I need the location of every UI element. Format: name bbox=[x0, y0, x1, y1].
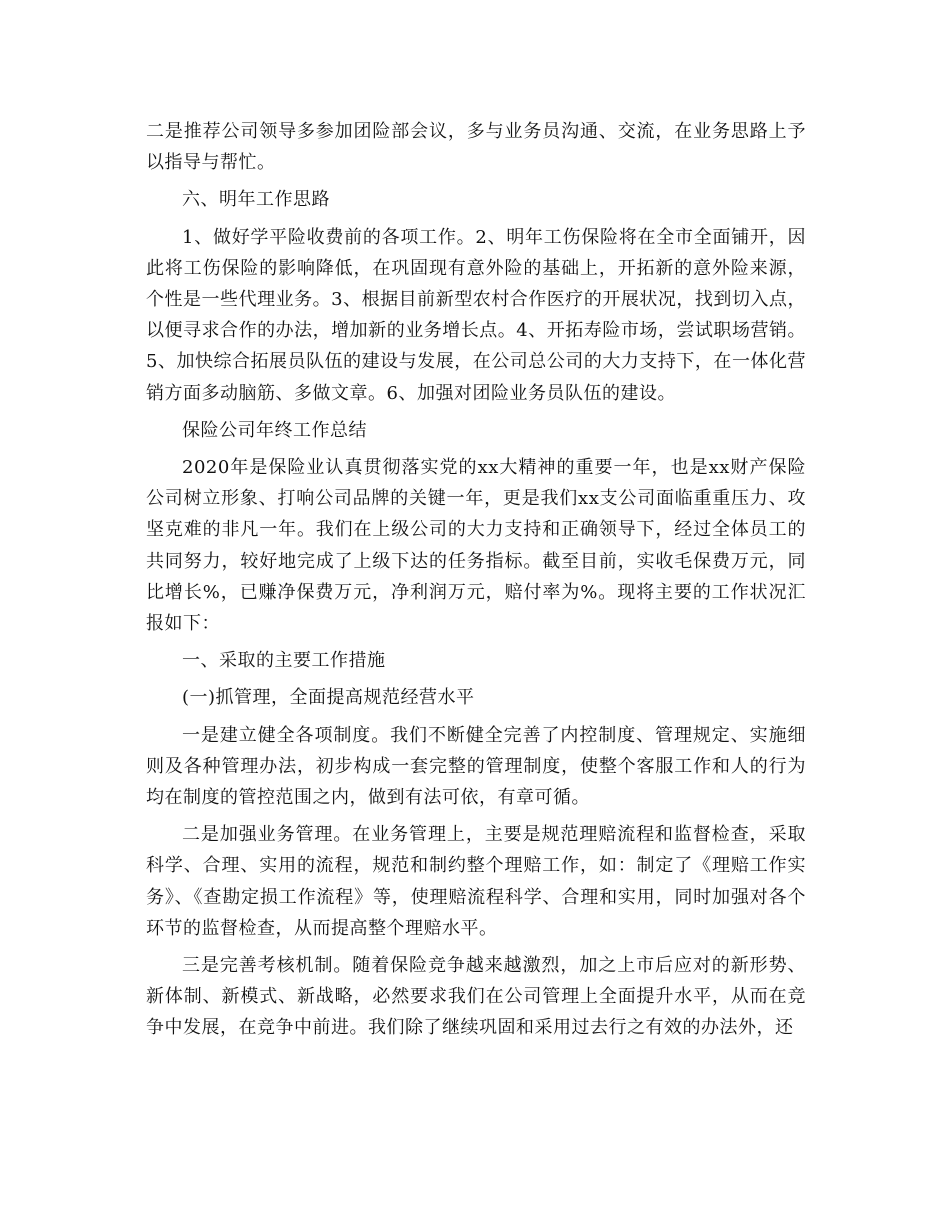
section-heading: 一、采取的主要工作措施 bbox=[182, 650, 386, 672]
paragraph: 2020年是保险业认真贯彻落实党的xx大精神的重要一年，也是xx财产保险公司树立形象、打响公司品牌的关键一年，更是我们xx支公司面临重重压力、攻坚克难的非凡一年。我们在上级公司的大力支持和正确领导下，经过全体员工的共同努力，较好地完成了上级下达的任务指标。截至目前，实收毛保费万元，同比增长%，已赚净保费万元，净利润万元，赔付率为%。现将主要的工作状况汇报如下： bbox=[146, 457, 806, 635]
section-heading: 六、明年工作思路 bbox=[182, 189, 330, 211]
paragraph: 一是建立健全各项制度。我们不断健全完善了内控制度、管理规定、实施细则及各种管理办法，初步构成一套完整的管理制度，使整个客服工作和人的行为均在制度的管控范围之内，做到有法可依，有章可循。 bbox=[146, 724, 806, 809]
paragraph: 1、做好学平险收费前的各项工作。2、明年工伤保险将在全市全面铺开，因此将工伤保险的影响降低，在巩固现有意外险的基础上，开拓新的意外险来源，个性是一些代理业务。3、根据目前新型农村合作医疗的开展状况，找到切入点，以便寻求合作的办法，增加新的业务增长点。4、开拓寿险市场，尝试职场营销。5、加快综合拓展员队伍的建设与发展，在公司总公司的大力支持下，在一体化营销方面多动脑筋、多做文章。6、加强对团险业务员队伍的建设。 bbox=[146, 226, 806, 404]
paragraph: 三是完善考核机制。随着保险竞争越来越激烈，加之上市后应对的新形势、新体制、新模式、新战略，必然要求我们在公司管理上全面提升水平，从而在竞争中发展，在竞争中前进。我们除了继续巩固和采用过去行之有效的办法外，还 bbox=[146, 955, 806, 1039]
subsection-heading: (一)抓管理，全面提高规范经营水平 bbox=[182, 687, 475, 709]
document-title: 保险公司年终工作总结 bbox=[182, 419, 367, 441]
paragraph: 二是推荐公司领导多参加团险部会议，多与业务员沟通、交流，在业务思路上予以指导与帮忙。 bbox=[146, 121, 806, 174]
paragraph: 二是加强业务管理。在业务管理上，主要是规范理赔流程和监督检查，采取科学、合理、实用的流程，规范和制约整个理赔工作，如：制定了《理赔工作实务》、《查勘定损工作流程》等，使理赔流程科学、合理和实用，同时加强对各个环节的监督检查，从而提高整个理赔水平。 bbox=[146, 824, 806, 939]
document-body bbox=[146, 116, 806, 1050]
